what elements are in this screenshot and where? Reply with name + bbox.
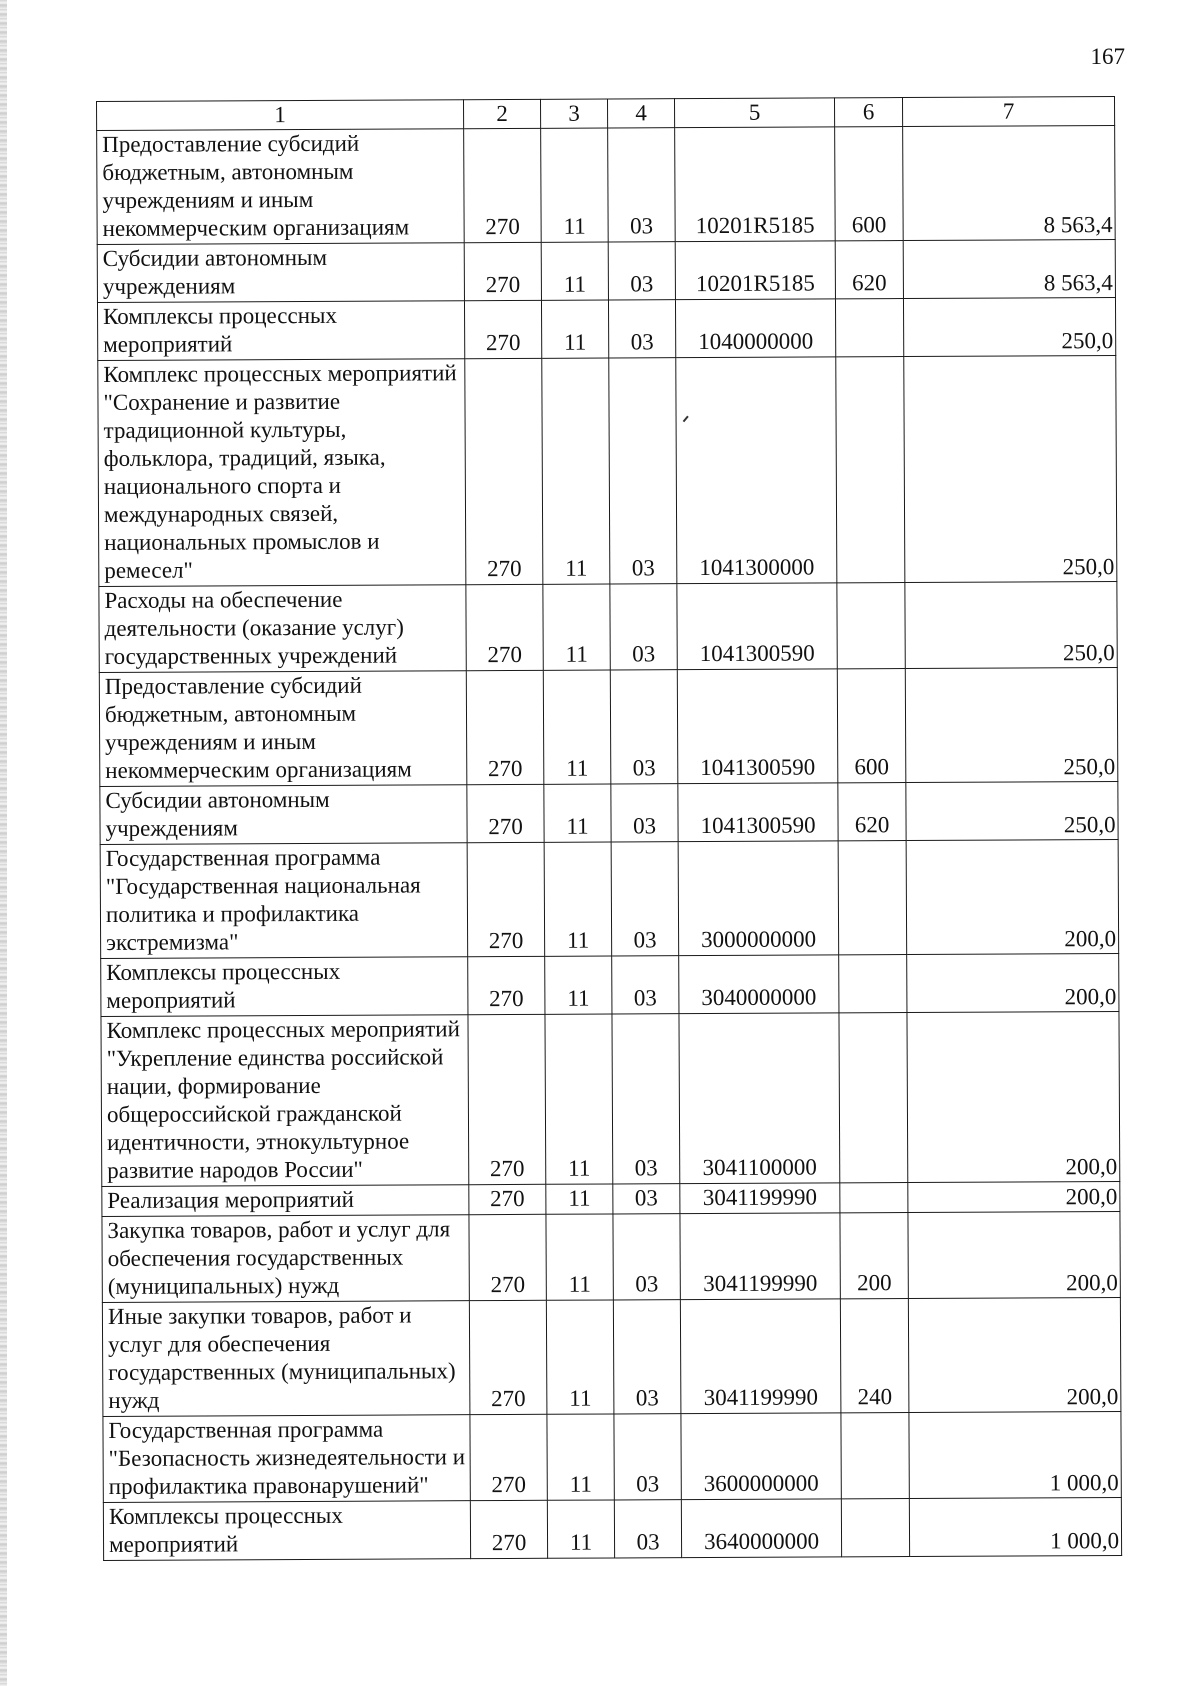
header-col-4: 4 [607,99,674,128]
row-expense-type [835,299,903,357]
row-subsection-code: 03 [610,670,678,784]
row-amount: 250,0 [905,582,1117,669]
row-amount: 200,0 [907,954,1119,1013]
row-target-article: 3041199990 [680,1213,840,1300]
row-expense-type [841,1413,909,1499]
row-target-article: 1041300000 [676,357,837,584]
table-row [100,782,1118,845]
row-subsection-code: 03 [609,358,677,584]
row-expense-type: 620 [835,241,903,299]
row-expense-type: 600 [835,127,904,241]
row-expense-type [839,1013,908,1183]
row-expense-type [840,1183,908,1213]
row-target-article: 10201R5185 [675,241,835,300]
row-amount: 8 563,4 [903,126,1116,241]
row-subsection-code: 03 [613,1300,681,1414]
row-name: Предоставление субсидий бюджетным, автономным учреждениям и иным некоммерческим организациям [97,129,465,245]
row-name: Субсидии автономным учреждениям [97,243,464,303]
row-target-article: 3000000000 [678,841,839,956]
row-subsection-code: 03 [610,584,677,670]
budget-table [96,96,1122,1561]
row-subsection-code: 03 [608,300,675,358]
row-amount: 200,0 [908,1212,1120,1299]
header-col-5: 5 [674,98,834,128]
row-expense-type: 240 [840,1299,909,1413]
row-ministry-code: 270 [468,956,545,1014]
row-target-article: 3600000000 [681,1413,841,1500]
row-ministry-code: 270 [464,128,542,242]
row-section-code: 11 [543,584,610,670]
row-target-article: 3041199990 [680,1299,841,1414]
page-number: 167 [1090,44,1125,69]
row-name: Государственная программа "Безопасность жизнедеятельности и профилактика правонарушений" [103,1415,470,1503]
table-row [103,1498,1121,1561]
row-ministry-code: 270 [466,584,543,670]
row-section-code: 11 [546,1300,614,1414]
row-subsection-code: 03 [613,1184,680,1214]
row-target-article: 1041300590 [677,583,837,670]
row-amount: 1 000,0 [909,1412,1121,1499]
row-subsection-code: 03 [611,784,678,842]
row-target-article: 3041199990 [680,1183,840,1214]
row-name: Комплексы процессных мероприятий [97,301,464,361]
header-col-3: 3 [540,99,607,128]
row-subsection-code: 03 [614,1500,681,1558]
row-target-article: 10201R5185 [675,127,836,242]
row-expense-type: 200 [840,1213,908,1299]
row-section-code: 11 [546,1214,613,1300]
table-row [97,240,1115,303]
budget-table-container [96,96,1121,1561]
table-row [102,1212,1120,1303]
table-row [101,1012,1120,1187]
row-ministry-code: 270 [464,242,541,300]
row-ministry-code: 270 [469,1214,546,1300]
row-section-code: 11 [541,300,608,358]
row-section-code: 11 [547,1500,614,1558]
row-section-code: 11 [544,842,612,956]
row-name: Комплексы процессных мероприятий [101,957,468,1017]
row-subsection-code: 03 [614,1414,681,1500]
row-ministry-code: 270 [470,1500,547,1558]
row-expense-type [841,1499,909,1557]
table-row [103,1412,1121,1503]
row-name: Субсидии автономным учреждениям [100,785,467,845]
row-ministry-code: 270 [467,784,544,842]
row-expense-type [838,841,907,955]
row-expense-type [836,357,905,583]
row-target-article: 3041100000 [679,1013,840,1184]
row-ministry-code: 270 [470,1414,547,1500]
row-name: Предоставление субсидий бюджетным, автономным учреждениям и иным некоммерческим организациям [99,671,467,787]
row-expense-type: 620 [838,783,906,841]
table-row [102,1182,1120,1217]
row-subsection-code: 03 [608,242,675,300]
row-name: Комплекс процессных мероприятий "Укрепление единства российской нации, формирование общероссийской гражданской идентичности, этнокультурное развитие народов России" [101,1015,469,1187]
row-amount: 250,0 [903,298,1115,357]
row-section-code: 11 [546,1184,613,1214]
row-section-code: 11 [541,128,609,242]
row-subsection-code: 03 [612,1014,680,1184]
row-name: Реализация мероприятий [102,1185,469,1217]
row-section-code: 11 [541,242,608,300]
row-subsection-code: 03 [611,842,679,956]
row-target-article: 1041300590 [677,669,838,784]
row-ministry-code: 270 [469,1300,547,1414]
row-name: Комплексы процессных мероприятий [103,1501,470,1561]
row-name: Расходы на обеспечение деятельности (оказание услуг) государственных учреждений [99,585,466,673]
row-expense-type [837,583,905,669]
row-name: Комплекс процессных мероприятий "Сохранение и развитие традиционной культуры, фольклора, традиций, языка, национального спорта и международных связей, национальных промыслов и ремесел" [98,359,466,587]
row-amount: 250,0 [905,668,1118,783]
row-ministry-code: 270 [464,300,541,358]
table-row [100,840,1119,959]
row-amount: 200,0 [907,1012,1120,1183]
row-ministry-code: 270 [465,358,543,584]
header-col-2: 2 [463,99,540,128]
row-expense-type: 600 [837,669,906,783]
scan-edge [0,0,7,1686]
row-section-code: 11 [545,1014,613,1184]
table-row [97,298,1115,361]
row-amount: 250,0 [906,782,1118,841]
row-amount: 1 000,0 [909,1498,1121,1557]
row-amount: 200,0 [908,1182,1120,1213]
header-col-1: 1 [97,100,464,131]
row-amount: 8 563,4 [903,240,1115,299]
row-amount: 200,0 [908,1298,1121,1413]
row-subsection-code: 03 [608,128,676,242]
row-target-article: 1040000000 [675,299,835,358]
table-row [99,582,1117,673]
row-section-code: 11 [545,956,612,1014]
row-amount: 250,0 [904,356,1117,583]
row-target-article: 1041300590 [678,783,838,842]
row-name: Закупка товаров, работ и услуг для обеспечения государственных (муниципальных) нужд [102,1215,469,1303]
row-expense-type [839,955,907,1013]
table-row [101,954,1119,1017]
header-col-7: 7 [902,97,1114,127]
row-ministry-code: 270 [466,670,544,784]
row-ministry-code: 270 [469,1184,546,1214]
row-section-code: 11 [543,670,611,784]
row-target-article: 3640000000 [681,1499,841,1558]
row-section-code: 11 [544,784,611,842]
row-subsection-code: 03 [612,956,679,1014]
row-section-code: 11 [547,1414,614,1500]
row-section-code: 11 [542,358,610,584]
table-row [102,1298,1121,1417]
header-col-6: 6 [834,98,902,127]
row-ministry-code: 270 [467,842,545,956]
row-amount: 200,0 [906,840,1119,955]
table-row [97,126,1116,245]
table-row [98,356,1117,587]
row-name: Государственная программа "Государственная национальная политика и профилактика экстремизма" [100,843,468,959]
row-target-article: 3040000000 [679,955,839,1014]
row-ministry-code: 270 [468,1014,546,1184]
table-row [99,668,1118,787]
row-name: Иные закупки товаров, работ и услуг для обеспечения государственных (муниципальных) нужд [102,1301,470,1417]
row-subsection-code: 03 [613,1214,680,1300]
